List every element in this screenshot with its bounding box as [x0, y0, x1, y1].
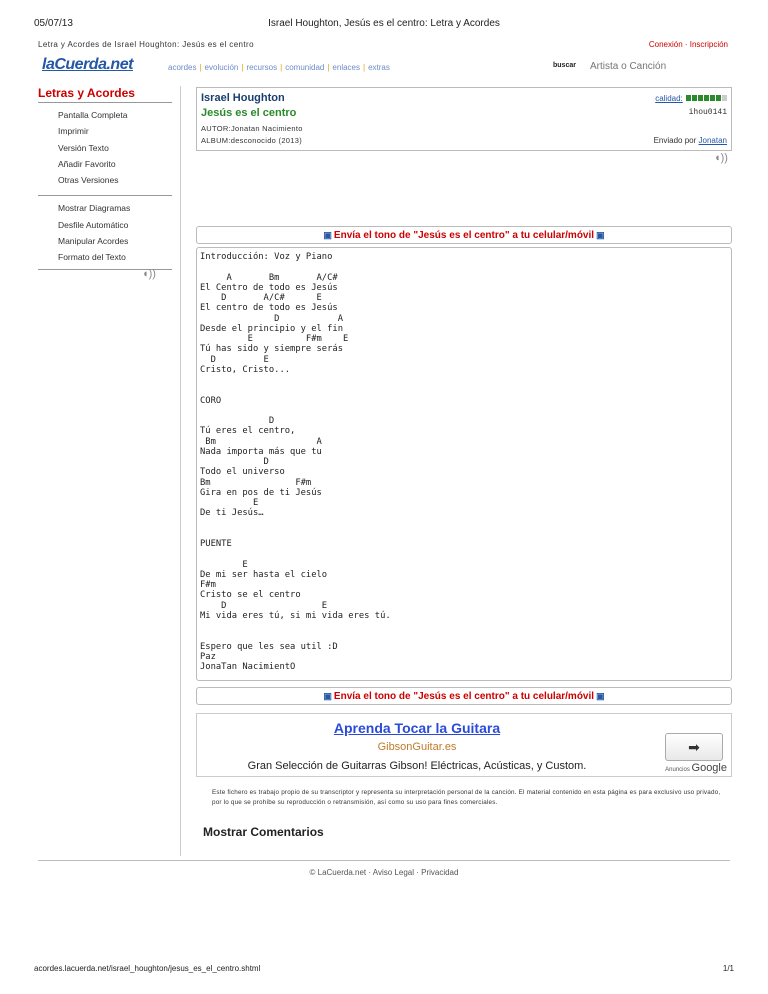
footer-divider [38, 860, 730, 861]
song-title: Jesús es el centro [201, 107, 297, 119]
song-code: ihou0141 [688, 108, 727, 117]
sidebar-item-pantalla-completa[interactable]: Pantalla Completa [58, 110, 128, 120]
song-info-box [196, 87, 732, 151]
sent-by: Enviado por Jonatan [653, 136, 727, 145]
ads-by-google[interactable]: Anuncios Google [665, 762, 727, 774]
quality-bars [685, 94, 727, 103]
print-url: acordes.lacuerda.net/israel_houghton/jesus_es_el_centro.shtml [34, 964, 261, 973]
print-page-number: 1/1 [722, 964, 734, 973]
disclaimer: Este fichero es trabajo propio de su transcriptor y representa su interpretación personal de la canción. El material contenido en esta página es para exclusivo uso privado, por lo que se prohíbe su reproducción o retransmisión, así como su uso para fines comerciales. [212, 789, 721, 806]
ad-arrow-button[interactable] [665, 733, 723, 761]
column-divider [180, 86, 181, 856]
sidebar-item-formato-texto[interactable]: Formato del Texto [58, 252, 126, 263]
print-title: Israel Houghton, Jesús es el centro: Letra y Acordes [268, 18, 500, 29]
login-link[interactable]: Conexión · Inscripción [648, 40, 728, 49]
song-author: AUTOR:Jonatan Nacimiento [201, 124, 303, 133]
sidebar [38, 86, 172, 270]
search-input[interactable] [590, 58, 730, 74]
ringtone-banner-top[interactable]: ▣ Envía el tono de "Jesús es el centro" a tu celular/móvil ▣ [196, 226, 732, 244]
top-nav: acordes | evolución | recursos | comunidad | enlaces | extras [168, 63, 390, 72]
speaker-icon-2[interactable]: ◖)) [714, 152, 728, 164]
sidebar-item-manipular-acordes[interactable]: Manipular Acordes [58, 236, 129, 247]
breadcrumb: Letra y Acordes de Israel Houghton: Jesús es el centro [38, 40, 254, 49]
print-header [34, 18, 734, 32]
sidebar-item-anadir-favorito[interactable]: Añadir Favorito [58, 158, 116, 169]
ringtone-banner-bottom[interactable]: ▣ Envía el tono de "Jesús es el centro" a tu celular/móvil ▣ [196, 687, 732, 705]
sidebar-divider [38, 195, 172, 196]
arrow-right-icon: ➡ [688, 739, 700, 755]
sidebar-item-version-texto[interactable]: Versión Texto [58, 142, 109, 153]
nav-extras[interactable]: extras [368, 63, 390, 72]
sidebar-item-imprimir[interactable]: Imprimir [58, 126, 89, 137]
nav-recursos[interactable]: recursos [246, 63, 278, 72]
phone-icon: ▣ [596, 230, 605, 240]
footer: © LaCuerda.net · Aviso Legal · Privacidad [309, 868, 459, 877]
nav-comunidad[interactable]: comunidad [285, 63, 325, 72]
ad-title[interactable]: Aprenda Tocar la Guitara [333, 720, 501, 736]
search-label: buscar [553, 62, 576, 69]
phone-icon: ▣ [596, 691, 605, 701]
ad-text: Gran Selección de Guitarras Gibson! Eléctricas, Acústicas, y Custom. [247, 760, 587, 772]
nav-enlaces[interactable]: enlaces [332, 63, 360, 72]
phone-icon: ▣ [323, 691, 332, 701]
nav-evolucion[interactable]: evolución [204, 63, 239, 72]
ad-url[interactable]: GibsonGuitar.es [377, 741, 457, 753]
artist-name[interactable]: Israel Houghton [201, 92, 285, 104]
sidebar-title: Letras y Acordes [38, 86, 172, 103]
site-logo[interactable]: laCuerda.net [42, 56, 133, 73]
chords-text: Introducción: Voz y Piano A Bm A/C# El Centro de todo es Jesús D A/C# E El centro de todo es Jesús D A Desde el principio y el fin E F#m E Tú has sido y siempre serás D E Cristo, Cristo... CORO D Tú eres el centro, Bm A Nada importa más que tu D Todo el universo Bm F#m Gira en pos de ti Jesús E De ti Jesús… PUENTE E De mi ser hasta el cielo F#m Cristo se el centro D E Mi vida eres tú, si mi vida eres tú. Espero que les sea util :D Paz JonaTan NacimientO [200, 252, 391, 672]
print-date: 05/07/13 [34, 18, 73, 29]
phone-icon: ▣ [323, 230, 332, 240]
sidebar-item-mostrar-diagramas[interactable]: Mostrar Diagramas [58, 203, 131, 214]
sidebar-item-desfile-automatico[interactable]: Desfile Automático [58, 219, 129, 230]
sidebar-group-tools [38, 200, 172, 268]
song-album: ALBUM:desconocido (2013) [201, 136, 303, 145]
chords-box [196, 247, 732, 681]
ad-box [196, 713, 732, 777]
quality-rating[interactable] [655, 94, 727, 103]
sender-link[interactable]: Jonatan [698, 136, 727, 145]
speaker-icon[interactable]: ◖)) [142, 268, 156, 280]
quality-label[interactable]: calidad: [655, 94, 683, 103]
nav-acordes[interactable]: acordes [168, 63, 197, 72]
print-footer [34, 964, 734, 973]
sidebar-item-otras-versiones[interactable]: Otras Versiones [58, 175, 119, 186]
sidebar-group-actions [38, 107, 172, 192]
show-comments-button[interactable]: Mostrar Comentarios [203, 825, 324, 839]
